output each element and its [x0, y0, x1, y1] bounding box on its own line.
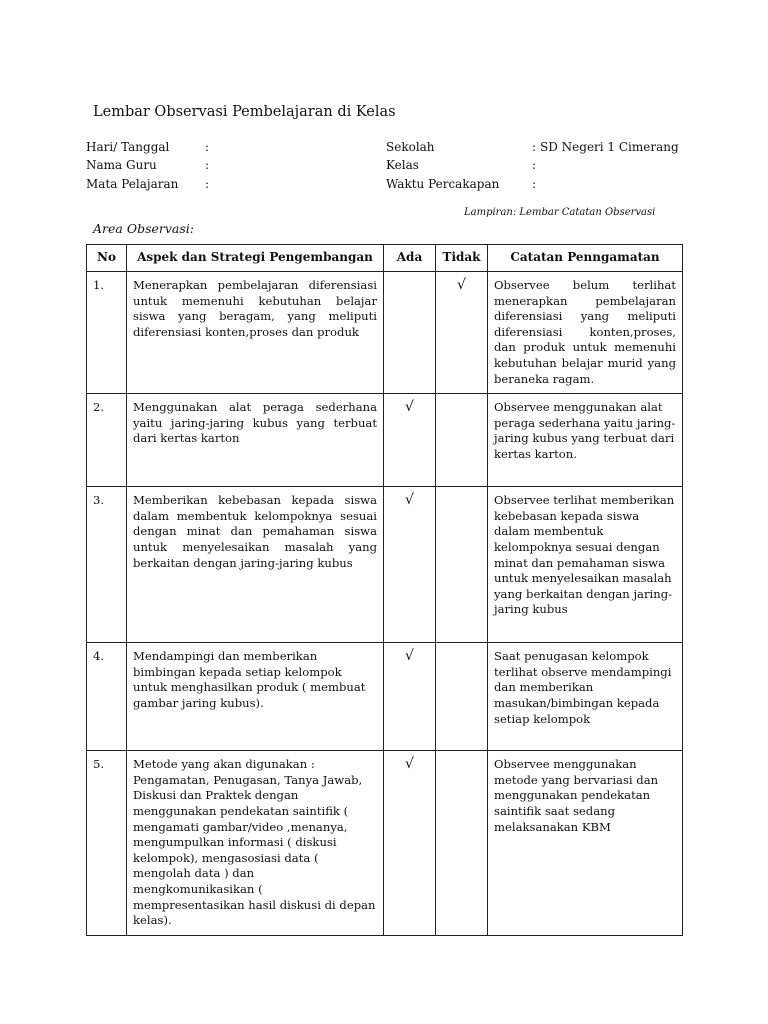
row-aspek: Menerapkan pembelajaran diferensiasi untuk memenuhi kebutuhan belajar siswa yang beragam, yang meliputi diferensiasi konten,proses dan produk	[127, 272, 384, 394]
row-number: 4.	[87, 643, 127, 751]
table-header-row	[87, 245, 683, 272]
row-tidak-check: √	[436, 272, 488, 394]
row-number: 2.	[87, 394, 127, 487]
info-colon: :	[205, 158, 210, 172]
row-aspek: Metode yang akan digunakan : Pengamatan, Penugasan, Tanya Jawab, Diskusi dan Praktek dengan menggunakan pendekatan saintifik ( mengamati gambar/video ,menanya, mengumpulkan informasi ( diskusi kelompok), mengasosiasi data ( mengolah data ) dan mengkomunikasikan ( mempresentasikan hasil diskusi di depan kelas).	[127, 751, 384, 936]
row-aspek: Memberikan kebebasan kepada siswa dalam membentuk kelompoknya sesuai dengan minat dan pemahaman siswa untuk menyelesaikan masalah yang berkaitan dengan jaring-jaring kubus	[127, 487, 384, 643]
info-colon: :	[532, 158, 537, 172]
page-title: Lembar Observasi Pembelajaran di Kelas	[93, 104, 396, 120]
table-row	[87, 487, 683, 643]
row-ada-check: √	[384, 394, 436, 487]
header-no: No	[87, 245, 127, 272]
info-colon: :	[205, 177, 210, 191]
info-label-mata-pelajaran: Mata Pelajaran	[86, 177, 179, 191]
info-colon: :	[205, 140, 210, 154]
info-value-sekolah: SD Negeri 1 Cimerang	[540, 140, 679, 154]
row-ada-check	[384, 272, 436, 394]
row-aspek: Mendampingi dan memberikan bimbingan kepada setiap kelompok untuk menghasilkan produk ( membuat gambar jaring kubus).	[127, 643, 384, 751]
observation-table	[86, 244, 683, 936]
row-tidak-check	[436, 643, 488, 751]
info-label-waktu-percakapan: Waktu Percakapan	[386, 177, 500, 191]
header-tidak: Tidak	[436, 245, 488, 272]
row-catatan: Observee terlihat memberikan kebebasan kepada siswa dalam membentuk kelompoknya sesuai dengan minat dan pemahaman siswa untuk menyelesaikan masalah yang berkaitan dengan jaring-jaring kubus	[488, 487, 683, 643]
row-ada-check: √	[384, 487, 436, 643]
info-colon: :	[532, 140, 537, 154]
header-ada: Ada	[384, 245, 436, 272]
row-number: 3.	[87, 487, 127, 643]
header-catatan: Catatan Penngamatan	[488, 245, 683, 272]
row-catatan: Observee menggunakan alat peraga sederhana yaitu jaring-jaring kubus yang terbuat dari kertas karton.	[488, 394, 683, 487]
row-aspek: Menggunakan alat peraga sederhana yaitu jaring-jaring kubus yang terbuat dari kertas karton	[127, 394, 384, 487]
row-catatan: Observee belum terlihat menerapkan pembelajaran diferensiasi yang meliputi diferensiasi konten,proses, dan produk untuk memenuhi kebutuhan belajar murid yang beraneka ragam.	[488, 272, 683, 394]
table-row	[87, 643, 683, 751]
row-catatan: Observee menggunakan metode yang bervariasi dan menggunakan pendekatan saintifik saat sedang melaksanakan KBM	[488, 751, 683, 936]
info-colon: :	[532, 177, 537, 191]
info-label-kelas: Kelas	[386, 158, 419, 172]
row-number: 5.	[87, 751, 127, 936]
row-tidak-check	[436, 394, 488, 487]
table-row	[87, 272, 683, 394]
area-observasi-label: Area Observasi:	[93, 221, 195, 236]
row-number: 1.	[87, 272, 127, 394]
info-label-sekolah: Sekolah	[386, 140, 435, 154]
row-catatan: Saat penugasan kelompok terlihat observe mendampingi dan memberikan masukan/bimbingan kepada setiap kelompok	[488, 643, 683, 751]
row-tidak-check	[436, 487, 488, 643]
row-ada-check: √	[384, 643, 436, 751]
info-label-hari-tanggal: Hari/ Tanggal	[86, 140, 170, 154]
table-row	[87, 751, 683, 936]
lampiran-note: Lampiran: Lembar Catatan Observasi	[464, 207, 656, 218]
row-tidak-check	[436, 751, 488, 936]
info-label-nama-guru: Nama Guru	[86, 158, 157, 172]
header-aspek: Aspek dan Strategi Pengembangan	[127, 245, 384, 272]
row-ada-check: √	[384, 751, 436, 936]
table-row	[87, 394, 683, 487]
